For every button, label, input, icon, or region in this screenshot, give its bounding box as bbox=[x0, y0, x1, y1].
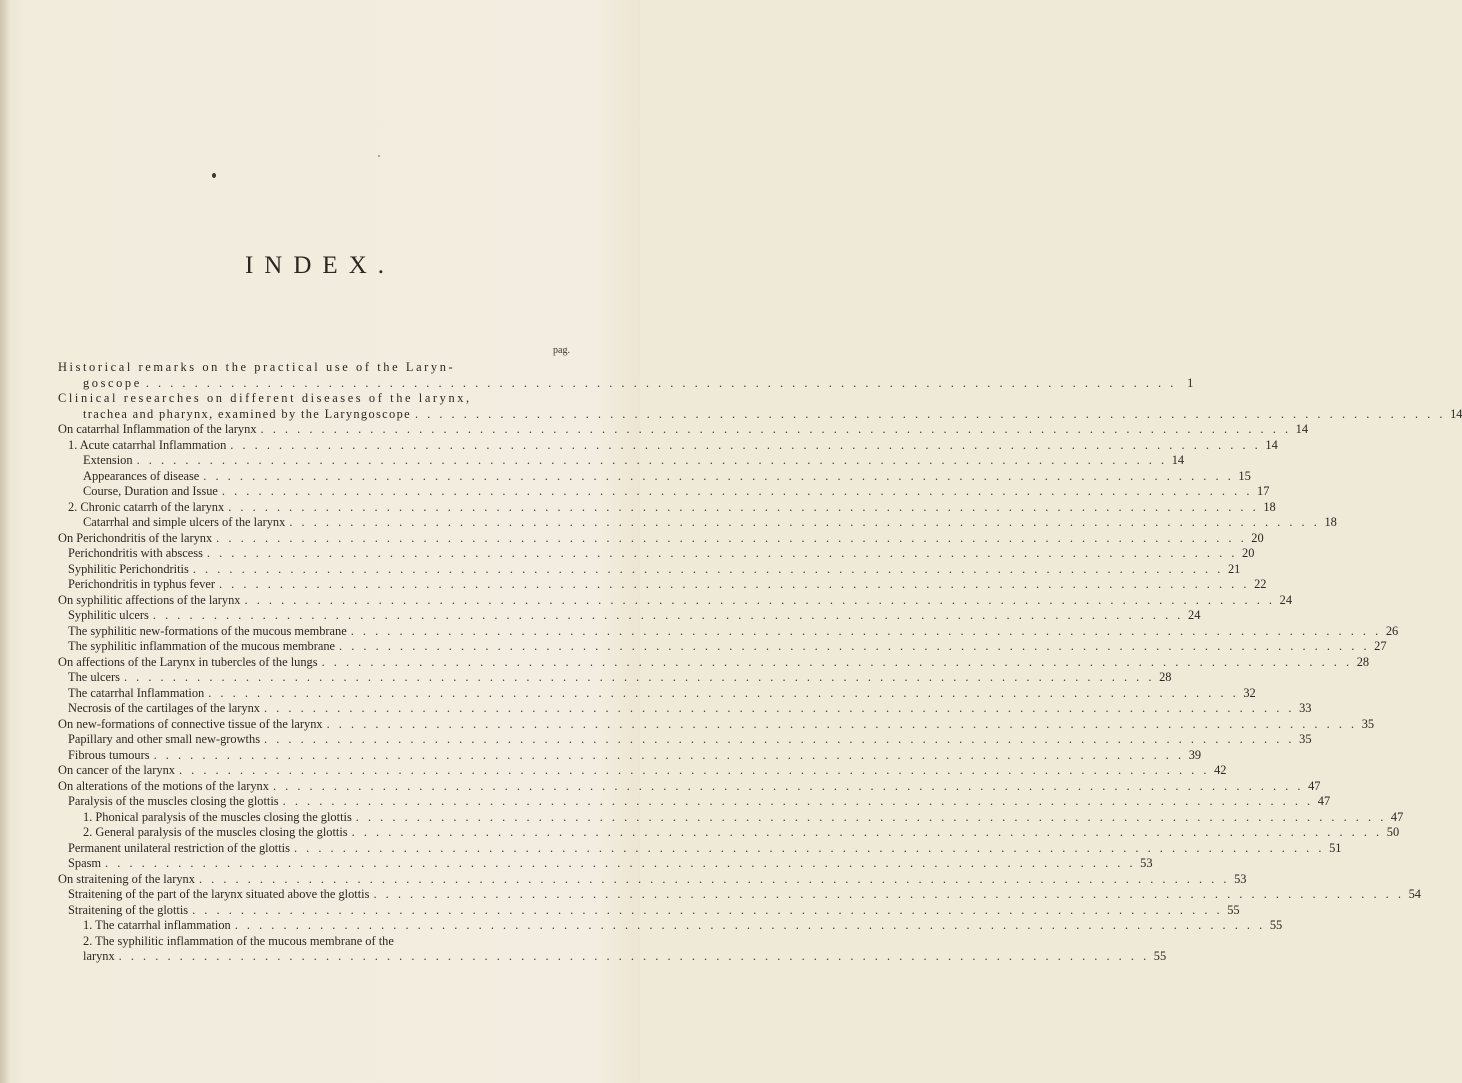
index-entry bbox=[58, 608, 1201, 624]
dot-leader bbox=[105, 856, 1136, 872]
index-entry bbox=[58, 484, 1270, 500]
index-entry bbox=[58, 701, 1312, 717]
entry-label: Papillary and other small new-growths bbox=[68, 732, 261, 746]
dot-leader bbox=[373, 887, 1404, 903]
dot-leader bbox=[153, 608, 1184, 624]
dot-leader bbox=[192, 903, 1223, 919]
index-entry bbox=[58, 747, 1202, 764]
entry-label: Permanent unilateral restriction of the glottis bbox=[68, 840, 290, 855]
dot-leader bbox=[219, 577, 1250, 593]
index-entry bbox=[58, 887, 1421, 903]
entry-label: Syphilitic ulcers bbox=[68, 608, 149, 622]
dot-leader bbox=[273, 779, 1304, 795]
entry-page-number: 35 bbox=[1299, 732, 1312, 746]
entry-label: Spasm bbox=[68, 856, 102, 870]
entry-label: Perichondritis in typhus fever bbox=[68, 577, 215, 591]
dot-leader bbox=[289, 515, 1320, 531]
index-entry bbox=[58, 437, 1278, 454]
index-entry bbox=[58, 654, 1370, 671]
index-entry bbox=[58, 639, 1387, 655]
dot-leader bbox=[124, 670, 1155, 686]
dot-leader bbox=[193, 562, 1224, 578]
index-entry bbox=[58, 515, 1337, 531]
dot-leader bbox=[264, 701, 1295, 717]
entry-page-number: 51 bbox=[1329, 840, 1342, 855]
index-entry bbox=[58, 592, 1293, 609]
entry-page-number: 53 bbox=[1234, 871, 1247, 886]
index-entry bbox=[58, 949, 1167, 965]
dot-leader bbox=[261, 422, 1292, 438]
index-entry bbox=[58, 732, 1312, 748]
entry-page-number: 42 bbox=[1214, 763, 1227, 777]
index-entry bbox=[58, 499, 1276, 516]
entry-label: Straitening of the glottis bbox=[68, 902, 189, 917]
entry-label: Syphilitic Perichondritis bbox=[68, 561, 189, 576]
entry-label: trachea and pharynx, examined by the Laryngoscope bbox=[83, 406, 411, 421]
entry-page-number: 50 bbox=[1386, 825, 1400, 839]
index-entry bbox=[58, 840, 1342, 857]
dot-leader bbox=[199, 872, 1230, 888]
entry-label: 2. Chronic catarrh of the larynx bbox=[68, 499, 225, 514]
index-entry bbox=[58, 856, 1153, 872]
entry-page-number: 17 bbox=[1257, 484, 1270, 498]
dot-leader bbox=[245, 593, 1276, 609]
index-entry bbox=[58, 809, 1404, 826]
entry-label: Catarrhal and simple ulcers of the larynx bbox=[83, 515, 286, 529]
ink-speck bbox=[212, 173, 216, 178]
index-entry bbox=[58, 360, 572, 376]
entry-page-number: 1 bbox=[1187, 375, 1194, 390]
entry-label: Straitening of the part of the larynx situated above the glottis bbox=[68, 887, 370, 901]
entry-label: 2. General paralysis of the muscles closing the glottis bbox=[83, 825, 348, 839]
entry-label: Course, Duration and Issue bbox=[83, 484, 218, 498]
dot-leader bbox=[216, 531, 1247, 547]
dot-leader bbox=[264, 732, 1295, 748]
ink-speck bbox=[378, 155, 380, 157]
index-entry bbox=[58, 918, 1283, 934]
entry-label: Extension bbox=[83, 453, 133, 467]
index-entry bbox=[58, 934, 572, 950]
entry-page-number: 54 bbox=[1408, 887, 1421, 901]
dot-leader bbox=[352, 825, 1383, 841]
entry-page-number: 21 bbox=[1227, 561, 1241, 576]
entry-label: Historical remarks on the practical use of the Laryn- bbox=[58, 360, 456, 374]
entry-page-number: 35 bbox=[1361, 716, 1375, 731]
index-entry bbox=[58, 468, 1251, 485]
entry-label: On syphilitic affections of the larynx bbox=[58, 592, 241, 607]
dot-leader bbox=[228, 500, 1259, 516]
entry-page-number: 18 bbox=[1324, 515, 1337, 529]
index-entry bbox=[58, 902, 1240, 919]
dot-leader bbox=[415, 407, 1446, 423]
entry-label: 1. Phonical paralysis of the muscles closing the glottis bbox=[83, 809, 352, 824]
entry-label: 1. The catarrhal inflammation bbox=[83, 918, 231, 932]
entry-page-number: 39 bbox=[1188, 747, 1202, 762]
dot-leader bbox=[283, 794, 1314, 810]
dot-leader bbox=[230, 438, 1261, 454]
page-column-header: pag. bbox=[553, 345, 570, 356]
dot-leader bbox=[351, 624, 1382, 640]
dot-leader bbox=[154, 748, 1185, 764]
index-list bbox=[58, 360, 1462, 965]
entry-label: Clinical researches on different diseases of the larynx, bbox=[58, 391, 472, 405]
entry-label: On catarrhal Inflammation of the larynx bbox=[58, 422, 257, 436]
entry-page-number: 24 bbox=[1188, 608, 1201, 622]
entry-label: The syphilitic inflammation of the mucous membrane bbox=[68, 639, 336, 653]
index-entry bbox=[58, 375, 1194, 392]
dot-leader bbox=[207, 546, 1238, 562]
entry-page-number: 14 bbox=[1295, 422, 1309, 436]
entry-page-number: 15 bbox=[1238, 468, 1251, 483]
index-entry bbox=[58, 778, 1321, 795]
dot-leader bbox=[222, 484, 1253, 500]
entry-label: The ulcers bbox=[68, 670, 120, 684]
entry-page-number: 28 bbox=[1356, 654, 1370, 669]
index-entry bbox=[58, 453, 1185, 469]
entry-page-number: 20 bbox=[1242, 546, 1255, 560]
entry-label: larynx bbox=[83, 949, 115, 963]
entry-page-number: 24 bbox=[1279, 592, 1293, 607]
entry-page-number: 55 bbox=[1227, 902, 1240, 917]
index-entry bbox=[58, 763, 1227, 779]
entry-page-number: 47 bbox=[1308, 778, 1321, 793]
dot-leader bbox=[179, 763, 1210, 779]
dot-leader bbox=[119, 949, 1150, 965]
dot-leader bbox=[208, 686, 1239, 702]
entry-page-number: 47 bbox=[1390, 809, 1404, 824]
index-entry bbox=[58, 406, 1462, 423]
dot-leader bbox=[203, 469, 1234, 485]
entry-label: On cancer of the larynx bbox=[58, 763, 175, 777]
entry-label: On new-formations of connective tissue of the larynx bbox=[58, 716, 323, 731]
index-entry bbox=[58, 794, 1331, 810]
entry-label: On Perichondritis of the larynx bbox=[58, 530, 213, 545]
entry-label: The catarrhal Inflammation bbox=[68, 685, 205, 700]
index-entry bbox=[58, 871, 1247, 888]
dot-leader bbox=[327, 717, 1358, 733]
entry-label: Perichondritis with abscess bbox=[68, 546, 203, 560]
page-spine-shadow bbox=[0, 0, 10, 1083]
entry-page-number: 22 bbox=[1254, 577, 1267, 591]
index-entry bbox=[58, 422, 1309, 438]
entry-page-number: 14 bbox=[1265, 437, 1278, 452]
index-entry bbox=[58, 546, 1255, 562]
entry-page-number: 32 bbox=[1243, 685, 1256, 700]
entry-label: On alterations of the motions of the larynx bbox=[58, 778, 269, 793]
dot-leader bbox=[137, 453, 1168, 469]
dot-leader bbox=[235, 918, 1266, 934]
page-title: INDEX. bbox=[244, 252, 395, 279]
entry-page-number: 55 bbox=[1153, 949, 1167, 963]
index-entry bbox=[58, 825, 1400, 841]
entry-page-number: 26 bbox=[1385, 623, 1399, 638]
entry-label: On affections of the Larynx in tubercles of the lungs bbox=[58, 654, 318, 669]
index-entry bbox=[58, 577, 1267, 593]
entry-page-number: 27 bbox=[1374, 639, 1387, 653]
entry-label: Fibrous tumours bbox=[68, 747, 150, 762]
entry-label: 1. Acute catarrhal Inflammation bbox=[68, 437, 227, 452]
entry-label: Necrosis of the cartilages of the larynx bbox=[68, 701, 260, 715]
entry-label: Appearances of disease bbox=[83, 468, 200, 483]
dot-leader bbox=[322, 655, 1353, 671]
entry-page-number: 55 bbox=[1269, 918, 1283, 932]
dot-leader bbox=[294, 841, 1325, 857]
entry-page-number: 33 bbox=[1299, 701, 1312, 715]
entry-page-number: 14 bbox=[1450, 406, 1462, 421]
entry-page-number: 14 bbox=[1171, 453, 1185, 467]
entry-label: Paralysis of the muscles closing the glottis bbox=[68, 794, 279, 808]
entry-page-number: 28 bbox=[1159, 670, 1172, 684]
index-entry bbox=[58, 716, 1375, 733]
entry-page-number: 18 bbox=[1263, 499, 1276, 514]
index-entry bbox=[58, 530, 1264, 547]
index-entry bbox=[58, 391, 572, 407]
dot-leader bbox=[339, 639, 1370, 655]
entry-label: 2. The syphilitic inflammation of the mucous membrane of the bbox=[83, 933, 394, 948]
entry-label: goscope bbox=[83, 375, 142, 390]
entry-label: The syphilitic new-formations of the mucous membrane bbox=[68, 623, 347, 638]
index-entry bbox=[58, 670, 1172, 686]
dot-leader bbox=[146, 376, 1177, 392]
entry-page-number: 53 bbox=[1140, 856, 1153, 870]
index-entry bbox=[58, 685, 1256, 702]
index-entry bbox=[58, 561, 1241, 578]
entry-label: On straitening of the larynx bbox=[58, 871, 195, 886]
index-entry bbox=[58, 623, 1399, 640]
entry-page-number: 20 bbox=[1251, 530, 1264, 545]
entry-page-number: 47 bbox=[1317, 794, 1331, 808]
dot-leader bbox=[356, 810, 1387, 826]
